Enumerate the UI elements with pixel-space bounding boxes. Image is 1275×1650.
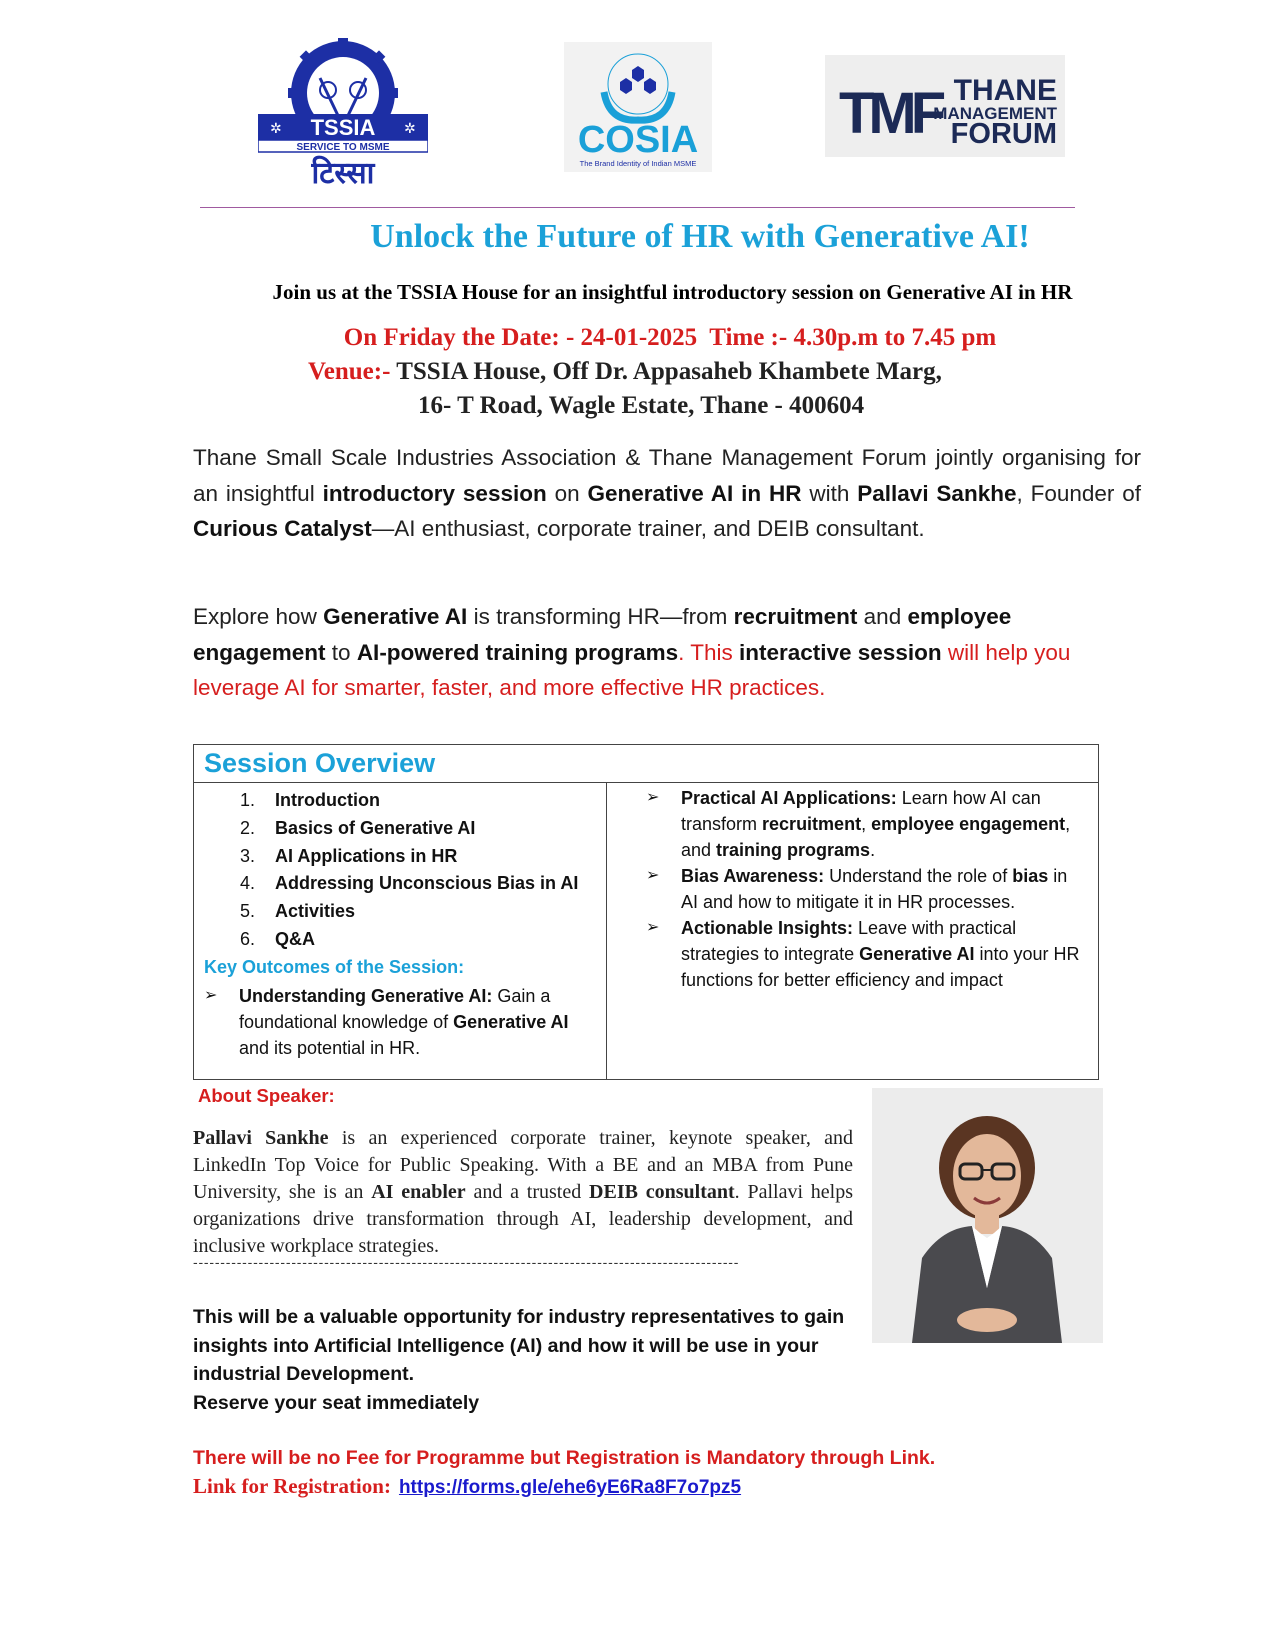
agenda-item: 3. AI Applications in HR	[240, 845, 458, 866]
tmf-logo-mark: TMF	[839, 81, 941, 146]
opportunity-line: This will be a valuable opportunity for industry representatives to gain insights into Artificial Intelligence (AI) and how it will be use in your industrial Development.	[193, 1306, 845, 1385]
cosia-logo-name: COSIA	[577, 119, 699, 161]
speaker-photo	[872, 1088, 1103, 1343]
registration-label: Link for Registration:	[193, 1474, 391, 1498]
outcome-list-right	[646, 785, 1086, 993]
arrow-bullet-icon: ➢	[646, 919, 660, 936]
page-title: Unlock the Future of HR with Generative AI!	[370, 218, 1030, 255]
no-fee-notice: There will be no Fee for Programme but Registration is Mandatory through Link.	[193, 1447, 936, 1469]
opportunity-text	[193, 1303, 873, 1417]
arrow-bullet-icon: ➢	[646, 867, 660, 884]
session-overview-table	[193, 744, 1099, 1080]
explore-paragraph: Explore how Generative AI is transforming HR—from recruitment and employee engagement to AI-powered training programs. This interactive session will help you leverage AI for smarter, faster, and more effective HR practices.	[193, 604, 1071, 700]
table-column-divider	[606, 783, 607, 1080]
outcome-item: ➢ Understanding Generative AI: Gain a foundational knowledge of Generative AI and its potential in HR.	[204, 983, 579, 1061]
arrow-bullet-icon: ➢	[646, 789, 660, 806]
header-divider	[200, 207, 1075, 208]
outcome-item: ➢ Practical AI Applications: Learn how AI can transform recruitment, employee engagement, and training programs.	[646, 785, 1086, 863]
arrow-bullet-icon: ➢	[204, 987, 218, 1004]
speaker-bio: Pallavi Sankhe is an experienced corporate trainer, keynote speaker, and LinkedIn Top Voice for Public Speaking. With a BE and an MBA from Pune University, she is an AI enabler and a trusted DEIB consultant. Pallavi helps organizations drive transformation through AI, leadership development, and inclusive workplace strategies.	[193, 1127, 854, 1257]
tssia-logo-devanagari: टिस्सा	[311, 156, 375, 188]
agenda-list	[240, 787, 600, 954]
venue-line1: TSSIA House, Off Dr. Appasaheb Khambete Marg,	[390, 358, 942, 385]
svg-text:✲: ✲	[270, 120, 282, 136]
agenda-item: 6. Q&A	[240, 928, 315, 949]
outcome-item: ➢ Actionable Insights: Leave with practical strategies to integrate Generative AI into your HR functions for better efficiency and impact	[646, 915, 1086, 993]
agenda-item: 5. Activities	[240, 901, 356, 922]
session-overview-heading: Session Overview	[204, 748, 436, 778]
cosia-logo-tagline: The Brand Identity of Indian MSME	[579, 159, 697, 168]
tmf-logo	[825, 55, 1065, 157]
key-outcomes-heading: Key Outcomes of the Session:	[204, 957, 465, 977]
intro-paragraph: Thane Small Scale Industries Association & Thane Management Forum jointly organising for an insightful introductory session on Generative AI in HR with Pallavi Sankhe, Founder of Curious Catalyst—AI enthusiast, corporate trainer, and DEIB consultant.	[193, 445, 1142, 541]
registration-row	[193, 1474, 741, 1499]
svg-text:✲: ✲	[404, 120, 416, 136]
session-overview-header	[194, 745, 1098, 783]
venue-line2: 16- T Road, Wagle Estate, Thane - 400604	[418, 392, 865, 419]
tmf-logo-line2: MANAGEMENT	[933, 104, 1057, 123]
outcome-item: ➢ Bias Awareness: Understand the role of bias in AI and how to mitigate it in HR processes.	[646, 863, 1086, 915]
tssia-logo	[258, 38, 428, 188]
registration-link[interactable]: https://forms.gle/ehe6yE6Ra8F7o7pz5	[398, 1477, 742, 1498]
page-subtitle: Join us at the TSSIA House for an insightful introductory session on Generative AI in HR	[272, 280, 1073, 304]
tssia-logo-name: TSSIA	[310, 115, 376, 140]
agenda-item: 2. Basics of Generative AI	[240, 817, 476, 838]
event-venue	[308, 358, 942, 386]
agenda-item: 1. Introduction	[240, 790, 380, 810]
tmf-logo-line1: THANE	[953, 74, 1057, 107]
reserve-seat-line: Reserve your seat immediately	[193, 1391, 480, 1414]
venue-label: Venue:-	[308, 358, 391, 385]
cosia-logo	[564, 42, 712, 172]
agenda-item: 4. Addressing Unconscious Bias in AI	[240, 873, 579, 894]
tmf-logo-line3: FORUM	[950, 118, 1057, 150]
dashed-divider: ----------------------------------------------------------------------------------------------------	[193, 1254, 740, 1270]
event-date-time: On Friday the Date: - 24-01-2025 Time :- 4.30p.m to 7.45 pm	[343, 324, 997, 351]
tssia-logo-tagline: SERVICE TO MSME	[296, 142, 390, 153]
about-speaker-heading: About Speaker:	[198, 1085, 335, 1106]
